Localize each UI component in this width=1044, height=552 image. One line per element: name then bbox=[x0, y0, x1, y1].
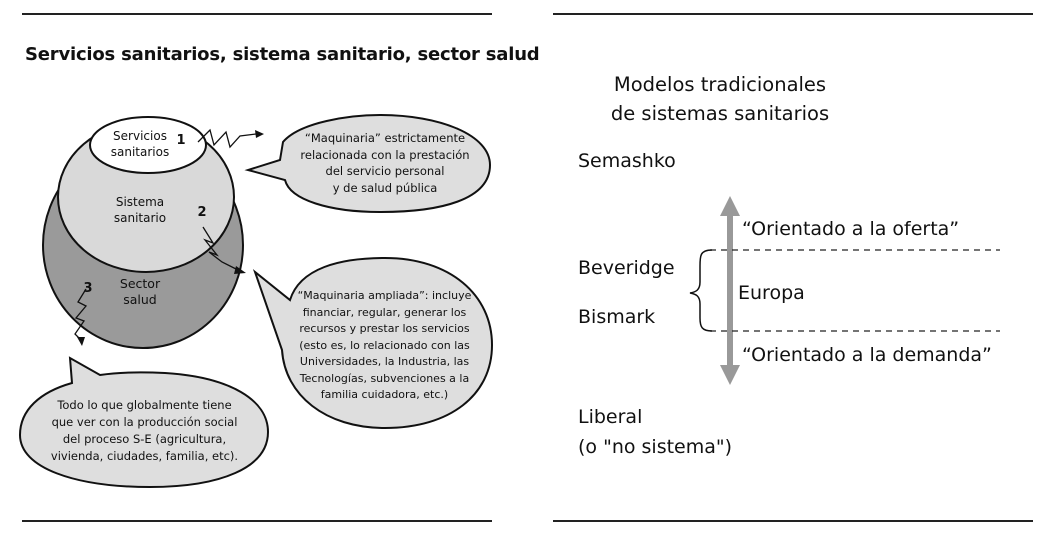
left-title: Servicios sanitarios, sistema sanitario, sector salud bbox=[25, 44, 540, 65]
label-oferta: “Orientado a la oferta” bbox=[742, 218, 960, 240]
label-sector-salud: Sector salud bbox=[119, 276, 161, 307]
bubble-2-text: “Maquinaria ampliada”: incluye financiar, regular, generar los recursos y prestar los servicios (esto es, lo relacionado con las Universidades, la Industria, las Tecnologías, subvenciones a la familia cuidadora, etc.) bbox=[297, 289, 472, 401]
arrow-head-1 bbox=[255, 130, 264, 138]
bubble-1-text: “Maquinaria” estrictamente relacionada con la prestación del servicio personal y de salud pública bbox=[300, 131, 470, 195]
label-bismark: Bismark bbox=[578, 306, 656, 328]
label-sistema-sanitario: Sistema sanitario bbox=[113, 195, 167, 225]
marker-1: 1 bbox=[176, 133, 186, 148]
label-semashko: Semashko bbox=[578, 150, 676, 172]
label-beveridge: Beveridge bbox=[578, 257, 675, 279]
label-europa: Europa bbox=[738, 282, 805, 304]
label-demanda: “Orientado a la demanda” bbox=[742, 344, 992, 366]
bubble-3-text: Todo lo que globalmente tiene que ver con la producción social del proceso S-E (agricultura, vivienda, ciudades, familia, etc). bbox=[50, 398, 239, 463]
right-title: Modelos tradicionales de sistemas sanitarios bbox=[610, 73, 830, 125]
label-liberal: Liberal (o "no sistema") bbox=[578, 406, 733, 458]
marker-2: 2 bbox=[197, 205, 207, 220]
curly-brace bbox=[690, 250, 712, 331]
vertical-arrow-down-head bbox=[720, 365, 740, 385]
vertical-arrow-up-head bbox=[720, 196, 740, 216]
arrow-head-3 bbox=[77, 337, 85, 346]
label-servicios-sanitarios: Servicios sanitarios bbox=[110, 129, 170, 159]
marker-3: 3 bbox=[83, 281, 93, 296]
